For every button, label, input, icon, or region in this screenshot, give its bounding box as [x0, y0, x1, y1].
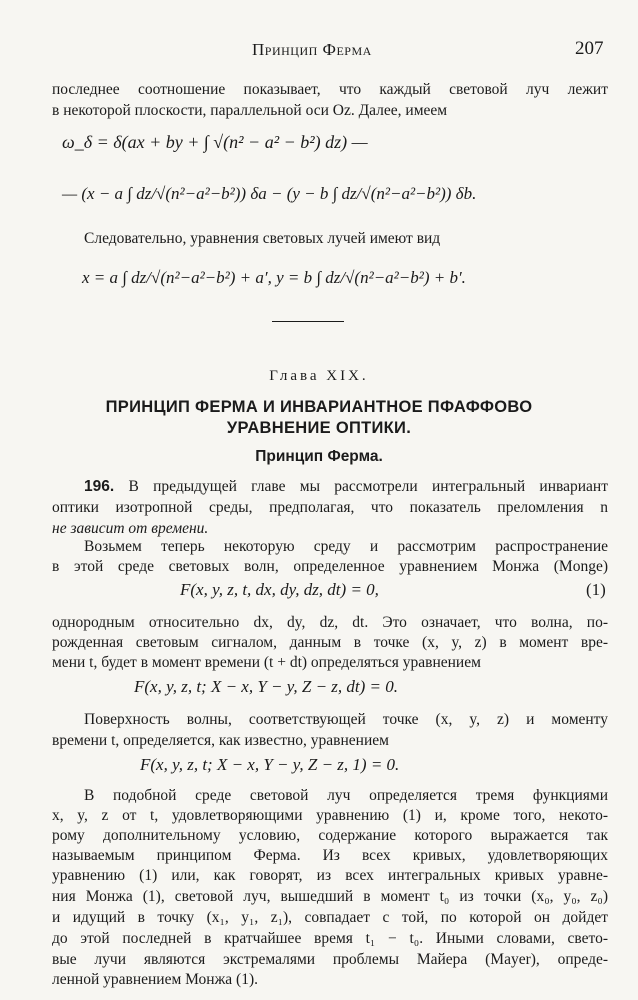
text-line: Следовательно, уравнения световых лучей имеют вид — [84, 230, 441, 247]
text-line: однородным относительно dx, dy, dz, dt. Это означает, что волна, по- — [52, 614, 608, 631]
text-line: в этой среде световых волн, определенное уравнением Монжа (Monge) — [52, 558, 608, 575]
equation-monge: F(x, y, z, t, dx, dy, dz, dt) = 0, — [180, 580, 379, 599]
equation-omega-row2: — (x − a ∫ dz/√(n²−a²−b²)) δa − (y − b ∫ dz/√(n²−a²−b²)) δb. — [62, 184, 477, 203]
section-title: Принцип Ферма. — [255, 448, 383, 465]
text-line-italic: не зависит от времени. — [52, 520, 209, 537]
equation-wave: F(x, y, z, t; X − x, Y − y, Z − z, dt) = 0. — [134, 677, 399, 696]
paragraph-196-line — [84, 477, 608, 496]
text-line: вые лучи являются экстремалями проблемы Майера (Mayer), опреде- — [52, 951, 608, 968]
equation-omega-row1: ω_δ = δ(ax + by + ∫ √(n² − a² − b²) dz) — — [62, 132, 368, 152]
text-line: рожденная световым сигналом, данным в точке (x, y, z) в момент вре- — [52, 634, 608, 651]
text-line: называемым принципом Ферма. Из всех кривых, удовлетворяющих — [52, 847, 608, 864]
equation-surface: F(x, y, z, t; X − x, Y − y, Z − z, 1) = 0. — [140, 755, 400, 774]
paragraph-number: 196. — [84, 478, 115, 495]
equation-ray: x = a ∫ dz/√(n²−a²−b²) + a′, y = b ∫ dz/√(n²−a²−b²) + b′. — [82, 268, 466, 287]
text-line: Поверхность волны, соответствующей точке (x, y, z) и моменту — [84, 711, 608, 728]
chapter-label: Глава XIX. — [269, 368, 369, 384]
text-line: рому дополнительному условию, содержание которого выражается так — [52, 827, 608, 844]
page-number: 207 — [575, 38, 604, 59]
text-line: x, y, z от t, удовлетворяющими уравнению (1) и, кроме того, некото- — [52, 807, 608, 824]
equation-label: (1) — [586, 580, 606, 599]
text-line: и идущий в точку (x₁, y₁, z₁), совпадает с той, по которой он дойдет — [52, 909, 608, 926]
text-line: В подобной среде световой луч определяется тремя функциями — [84, 787, 608, 804]
text-line: уравнению (1) или, как говорят, из всех интегральных кривых уравне- — [52, 867, 608, 884]
text-line: оптики изотропной среды, предполагая, что показатель преломления n — [52, 499, 608, 516]
text-line: до этой последней в кратчайшее время t₁ − t₀. Иными словами, свето- — [52, 930, 608, 947]
text-line: времени t, определяется, как известно, уравнением — [52, 732, 389, 749]
section-divider — [272, 321, 344, 322]
text-line: Возьмем теперь некоторую среду и рассмотрим распространение — [84, 538, 608, 555]
chapter-title-line2: УРАВНЕНИЕ ОПТИКИ. — [226, 419, 412, 437]
text-span: В предыдущей главе мы рассмотрели интегральный инвариант — [128, 478, 608, 495]
text-line: в некоторой плоскости, параллельной оси Oz. Далее, имеем — [52, 102, 448, 119]
running-header-title: Принцип Ферма — [252, 40, 372, 59]
text-line: ленной уравнением Монжа (1). — [52, 971, 259, 988]
text-line: мени t, будет в момент времени (t + dt) определяться уравнением — [52, 654, 481, 671]
text-line: последнее соотношение показывает, что каждый световой луч лежит — [52, 81, 608, 98]
text-line: ния Монжа (1), световой луч, вышедший в момент t₀ из точки (x₀, y₀, z₀) — [52, 888, 608, 905]
chapter-title-line1: ПРИНЦИП ФЕРМА И ИНВАРИАНТНОЕ ПФАФФОВО — [105, 398, 533, 416]
